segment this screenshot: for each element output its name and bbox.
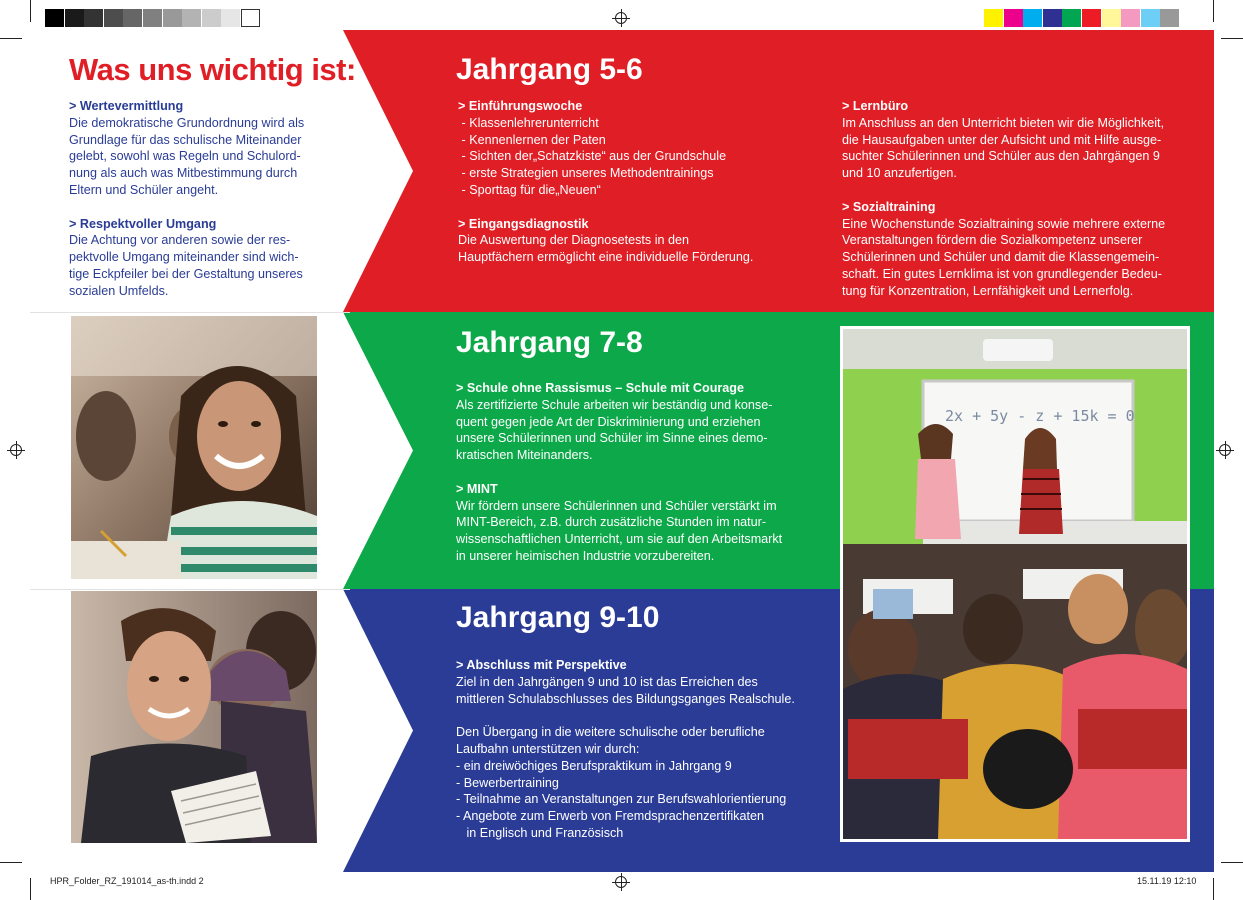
section-heading: > Wertevermittlung [69,99,184,113]
section-text-line: die Hausaufgaben unter der Aufsicht und mit Hilfe ausge- [842,132,1162,147]
color-swatch [1004,9,1023,27]
jahrgang-5-6-right-text [842,98,1207,300]
paragraph-gap [69,199,339,216]
color-swatch [1062,9,1081,27]
crop-mark [0,38,22,39]
color-swatch [1102,9,1121,27]
heading-jahrgang-5-6: Jahrgang 5-6 [456,53,643,86]
photo-boy-with-book-illustration [71,591,317,843]
section-text-line: Veranstaltungen fördern die Sozialkompetenz unserer [842,233,1143,248]
crop-mark [1213,878,1214,900]
color-swatch [163,9,182,27]
photo-classroom-whiteboard [840,326,1190,842]
jahrgang-5-6-left-text [458,98,828,266]
color-swatch [984,9,1003,27]
section-text-line: Die Auswertung der Diagnosetests in den [458,233,690,248]
section-text-line: gelebt, sowohl was Regeln und Schulord- [69,149,301,164]
crop-mark [0,862,22,863]
section-text-line: Schülerinnen und Schüler und damit die Klassengemein- [842,250,1160,265]
section-text-line: Wir fördern unsere Schülerinnen und Schüler verstärkt im [456,498,777,513]
section-text-line: Eine Wochenstunde Sozialtraining sowie mehrere externe [842,216,1166,231]
jahrgang-7-8-text [456,380,826,565]
color-swatch [221,9,240,27]
crop-mark [1221,38,1243,39]
divider [30,312,350,313]
section-text-line: unsere Schülerinnen und Schüler im Sinne eines demo- [456,431,768,446]
section-heading: > Schule ohne Rassismus – Schule mit Courage [456,381,744,395]
section-text-line: - erste Strategien unseres Methodentrainings [458,166,714,181]
section-text-line: Laufbahn unterstützen wir durch: [456,741,640,756]
section-text-line: - Klassenlehrerunterricht [458,115,599,130]
color-swatch [1043,9,1062,27]
section-text-line: - Sichten der„Schatzkiste“ aus der Grundschule [458,149,727,164]
section-text-line: quent gegen jede Art der Diskriminierung und erziehen [456,414,761,429]
color-swatch [65,9,84,27]
section-heading: > Abschluss mit Perspektive [456,658,627,672]
section-text-line: schaft. Ein gutes Lernklima ist von grundlegender Bedeu- [842,266,1162,281]
section-heading: > Eingangsdiagnostik [458,216,589,231]
section-text-line: Den Übergang in die weitere schulische oder berufliche [456,725,765,740]
paragraph-gap [456,464,826,481]
photo-boy-with-book [71,591,317,843]
section-text-line: in unserer heimischen Industrie vorzubereiten. [456,548,715,563]
whiteboard-equation: 2x + 5y - z + 15k = 0 [945,407,1135,425]
section-heading: > Respektvoller Umgang [69,216,217,231]
color-swatch [1160,9,1179,27]
color-swatch [241,9,260,27]
color-swatch [202,9,221,27]
crop-mark [30,0,31,22]
color-swatch [123,9,142,27]
section-text-line: in Englisch und Französisch [456,825,624,840]
paragraph-gap [842,182,1207,199]
section-text-line: - Sporttag für die„Neuen“ [458,182,601,197]
section-text-line: Die Achtung vor anderen sowie der res- [69,233,291,248]
color-swatch [84,9,103,27]
crop-mark [30,878,31,900]
paragraph-gap [456,707,826,724]
page-title: Was uns wichtig ist: [69,52,356,87]
section-text-line: Die demokratische Grundordnung wird als [69,115,305,130]
photo-classroom-illustration [843,329,1187,839]
crop-mark [1213,0,1214,22]
section-text-line: Im Anschluss an den Unterricht bieten wir die Möglichkeit, [842,115,1164,130]
divider [30,589,350,590]
section-text-line: MINT-Bereich, z.B. durch zusätzliche Stunden im natur- [456,515,767,530]
color-swatch [1023,9,1042,27]
paragraph-gap [458,199,828,216]
color-swatch [143,9,162,27]
section-text-line: - Angebote zum Erwerb von Fremdsprachenzertifikaten [456,809,764,824]
color-swatch [1082,9,1101,27]
color-swatch [104,9,123,27]
section-text-line: - ein dreiwöchiges Berufspraktikum in Jahrgang 9 [456,758,732,773]
color-swatch [1121,9,1140,27]
section-heading: > Einführungswoche [458,99,583,113]
section-heading: > Sozialtraining [842,199,936,214]
registration-target-icon [615,12,627,24]
section-text-line: und 10 anzufertigen. [842,166,957,181]
section-heading: > Lernbüro [842,99,909,113]
section-heading: > MINT [456,481,498,496]
section-text-line: tige Eckpfeiler bei der Gestaltung unseres [69,266,303,281]
registration-target-icon [1219,444,1231,456]
registration-target-icon [615,876,627,888]
section-text-line: - Bewerbertraining [456,775,559,790]
color-swatch [182,9,201,27]
color-swatch [45,9,64,27]
photo-girl-smiling-illustration [71,316,317,579]
heading-jahrgang-7-8: Jahrgang 7-8 [456,326,643,359]
section-text-line: Eltern und Schüler angeht. [69,182,219,197]
section-text-line: Hauptfächern ermöglicht eine individuelle Förderung. [458,250,754,265]
crop-mark [1221,862,1243,863]
date-slug: 15.11.19 12:10 [1137,876,1197,886]
intro-text-block [69,98,339,300]
color-swatch [1141,9,1160,27]
section-text-line: tung für Konzentration, Lernfähigkeit und Lernerfolg. [842,283,1134,298]
photo-girl-smiling [71,316,317,579]
section-text-line: pektvolle Umgang miteinander sind wich- [69,250,299,265]
section-text-line: - Kennenlernen der Paten [458,132,606,147]
heading-jahrgang-9-10: Jahrgang 9-10 [456,601,660,634]
jahrgang-9-10-text [456,657,826,842]
section-text-line: Grundlage für das schulische Miteinander [69,132,302,147]
section-text-line: suchter Schülerinnen und Schüler aus den Jahrgängen 9 [842,149,1160,164]
section-text-line: mittleren Schulabschlusses des Bildungsganges Realschule. [456,691,795,706]
section-text-line: Als zertifizierte Schule arbeiten wir beständig und konse- [456,397,773,412]
registration-target-icon [10,444,22,456]
file-slug: HPR_Folder_RZ_191014_as-th.indd 2 [50,876,204,886]
section-text-line: - Teilnahme an Veranstaltungen zur Berufswahlorientierung [456,792,787,807]
section-text-line: kratischen Miteinanders. [456,448,593,463]
section-text-line: wissenschaftlichen Unterricht, um sie auf den Arbeitsmarkt [456,532,783,547]
section-text-line: nung als auch was Mitbestimmung durch [69,166,298,181]
section-text-line: sozialen Umfelds. [69,283,169,298]
section-text-line: Ziel in den Jahrgängen 9 und 10 ist das Erreichen des [456,674,758,689]
